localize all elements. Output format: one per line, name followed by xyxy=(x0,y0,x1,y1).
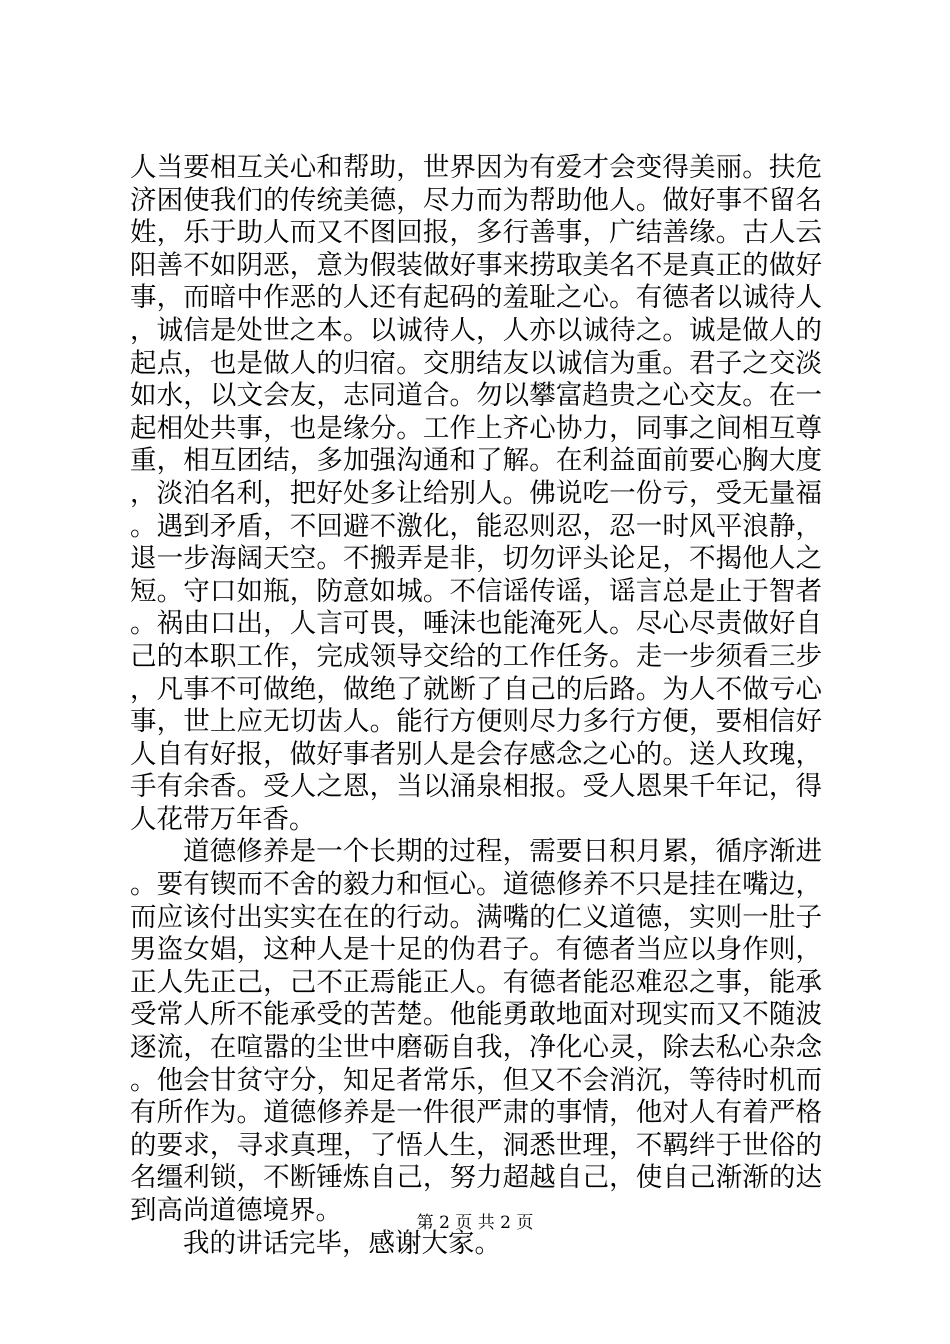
paragraph-3: 我的讲话完毕，感谢大家。 xyxy=(183,1227,501,1259)
paragraph-1: 人当要相互关心和帮助，世界因为有爱才会变得美丽。扶危济困使我们的传统美德，尽力而为帮助他人。做好事不留名姓，乐于助人而又不图回报，多行善事，广结善缘。古人云阳善不如阴恶，意为假装做好事来捞取美名不是真正的做好事，而暗中作恶的人还有起码的羞耻之心。有德者以诚待人，诚信是处世之本。以诚待人，人亦以诚待之。诚是做人的起点，也是做人的归宿。交朋结友以诚信为重。君子之交淡如水，以文会友，志同道合。勿以攀富趋贵之心交友。在一起相处共事，也是缘分。工作上齐心协力，同事之间相互尊重，相互团结，多加强沟通和了解。在利益面前要心胸大度，淡泊名利，把好处多让给别人。佛说吃一份亏，受无量福。遇到矛盾，不回避不激化，能忍则忍，忍一时风平浪静，退一步海阔天空。不搬弄是非，切勿评头论足，不揭他人之短。守口如瓶，防意如城。不信谣传谣，谣言总是止于智者。祸由口出，人言可畏，唾沫也能淹死人。尽心尽责做好自己的本职工作，完成领导交给的工作任务。走一步须看三步，凡事不可做绝，做绝了就断了自己的后路。为人不做亏心事，世上应无切齿人。能行方便则尽力多行方便，要相信好人自有好报，做好事者别人是会存感念之心的。送人玫瑰，手有余香。受人之恩，当以涌泉相报。受人恩果千年记，得人花带万年香。 xyxy=(130,152,822,835)
page-footer xyxy=(0,1212,950,1234)
paragraph-2: 道德修养是一个长期的过程，需要日积月累，循序渐进。要有锲而不舍的毅力和恒心。道德修养不只是挂在嘴边，而应该付出实实在在的行动。满嘴的仁义道德，实则一肚子男盗女娼，这种人是十足的伪君子。有德者当应以身作则，正人先正己，己不正焉能正人。有德者能忍难忍之事，能承受常人所不能承受的苦楚。他能勇敢地面对现实而又不随波逐流，在喧嚣的尘世中磨砺自我，净化心灵，除去私心杂念。他会甘贫守分，知足者常乐，但又不会消沉，等待时机而有所作为。道德修养是一件很严肃的事情，他对人有着严格的要求，寻求真理，了悟人生，洞悉世理，不羁绊于世俗的名缰利锁，不断锤炼自己，努力超越自己，使自己渐渐的达到高尚道德境界。 xyxy=(130,836,822,1226)
page-number-label: 第 2 页 共 2 页 xyxy=(416,1213,534,1233)
document-body xyxy=(130,152,822,1260)
